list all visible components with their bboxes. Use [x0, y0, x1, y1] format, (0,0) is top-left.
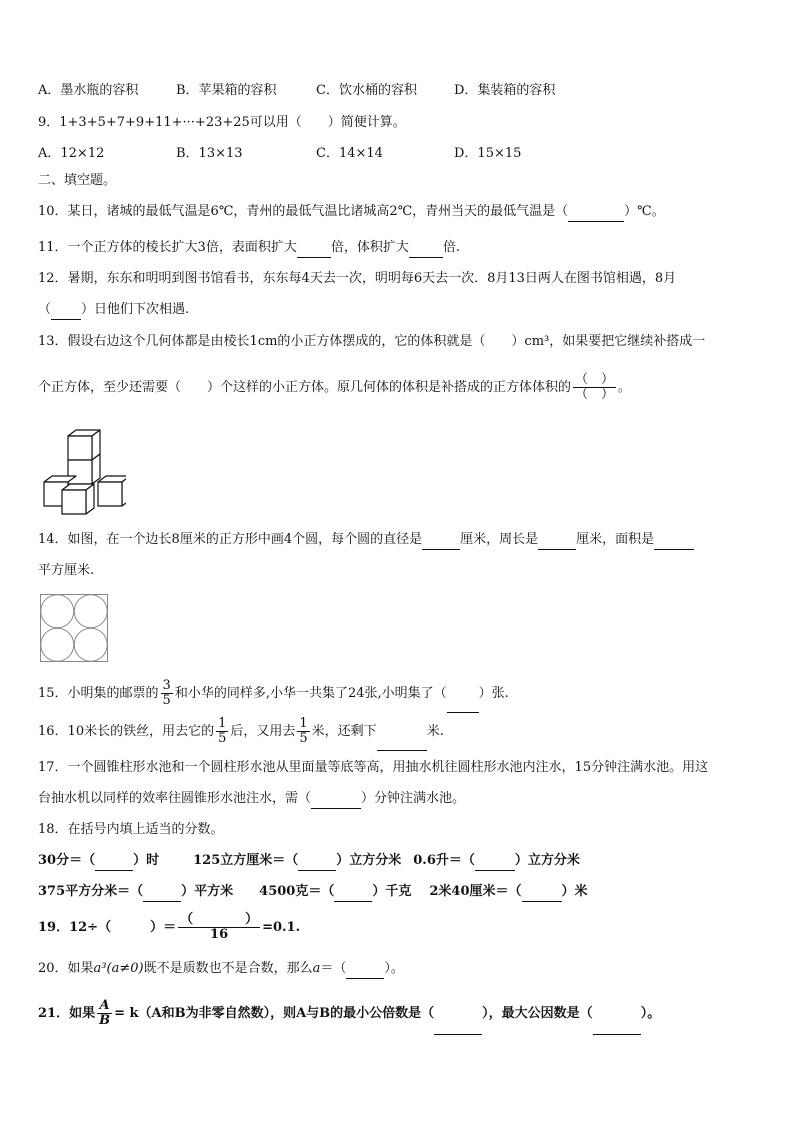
q15-fraction	[161, 679, 173, 708]
q18-blank-1[interactable]	[95, 852, 133, 871]
q16-part4: 米.	[426, 724, 444, 739]
q9-option-a: A．12×12	[38, 146, 105, 161]
q15	[38, 676, 509, 713]
q17-line1: 17．一个圆锥柱形水池和一个圆柱形水池从里面量等底等高，用抽水机往圆柱形水池内注水，15分钟注满水池。用这	[38, 760, 709, 775]
q11-part3: 倍.	[442, 240, 460, 255]
q18-blank-5[interactable]	[334, 883, 372, 902]
q18-r1-f: ）立方分米	[514, 853, 580, 868]
q21-part1: 21．如果	[38, 1006, 96, 1021]
q13-fraction	[573, 373, 616, 402]
q12-line2-a: （	[38, 302, 52, 317]
q9-option-b: B．13×13	[176, 146, 243, 161]
q20-blank[interactable]	[346, 960, 384, 979]
q21-fraction	[97, 999, 112, 1028]
q16-fraction-2	[297, 717, 309, 746]
q18-r2-e: 2米40厘米＝（	[429, 884, 522, 899]
q16-blank[interactable]	[377, 714, 427, 751]
q16-frac2-num: 1	[299, 716, 308, 731]
q20-part3: ＝（	[320, 961, 347, 976]
q16	[38, 714, 444, 751]
q8-option-c: C．饮水桶的容积	[316, 83, 417, 98]
q12-blank[interactable]	[51, 301, 81, 320]
q18-row1	[38, 852, 580, 871]
q20-var: a	[312, 961, 321, 976]
q15-frac-den: 5	[162, 693, 171, 708]
q11-part1: 11．一个正方体的棱长扩大3倍，表面积扩大	[38, 240, 297, 255]
q14-blank-1[interactable]	[422, 531, 460, 550]
q13-line2-end: 。	[618, 380, 632, 395]
q10	[38, 203, 665, 222]
q18-blank-6[interactable]	[522, 883, 562, 902]
q15-part2: 和小华的同样多,小华一共集了24张,小明集了（	[174, 686, 447, 701]
q19-frac-den: 16	[210, 927, 229, 942]
q20-part4: ）。	[384, 961, 404, 976]
q17-line2-a: 台抽水机以同样的效率往圆锥形水池注水，需（	[38, 791, 312, 806]
q19-part1: 19．12÷（ ）＝	[38, 920, 177, 935]
q18-r1-e: 0.6升＝（	[413, 853, 475, 868]
q18-r2-b: ）平方米	[181, 884, 234, 899]
q18-blank-3[interactable]	[475, 852, 515, 871]
q11-part2: 倍，体积扩大	[330, 240, 409, 255]
q16-part2: 后，又用去	[230, 724, 296, 739]
q12-line2	[38, 301, 189, 320]
q18-r1-b: ）时	[133, 853, 160, 868]
q19	[38, 908, 300, 948]
q9-text: 9．1+3+5+7+9+11+···+23+25可以用（ ）简便计算。	[38, 115, 406, 130]
q16-part1: 16．10米长的铁丝，用去它的	[38, 724, 215, 739]
q18-r2-a: 375平方分米＝（	[38, 884, 144, 899]
cube-stack-figure	[42, 428, 126, 516]
q13-frac-den[interactable]: （ ）	[575, 387, 615, 402]
q14-blank-2[interactable]	[538, 531, 576, 550]
q14-part3: 厘米，面积是	[576, 532, 655, 547]
q16-frac1-num: 1	[218, 716, 227, 731]
q14-line1	[38, 531, 694, 550]
q21-blank-2[interactable]	[593, 994, 641, 1035]
q17-line2	[38, 790, 465, 809]
q20-part2: 既不是质数也不是合数，那么	[143, 961, 313, 976]
q16-frac1-den: 5	[218, 731, 227, 746]
q8-option-b: B．苹果箱的容积	[176, 83, 277, 98]
q16-part3: 米，还剩下	[311, 724, 377, 739]
q16-fraction-1	[216, 717, 228, 746]
q10-part2: ）℃。	[624, 204, 665, 219]
q19-fraction	[178, 913, 260, 942]
q21-frac-num: A	[97, 999, 112, 1014]
q8-option-a: A．墨水瓶的容积	[38, 83, 139, 98]
q13-line1: 13．假设右边这个几何体都是由棱长1cm的小正方体摆成的，它的体积就是（ ）cm³，如果要把它继续补搭成一	[38, 334, 706, 349]
q11	[38, 239, 460, 258]
q13-line2	[38, 368, 631, 408]
q10-part1: 10．某日，诸城的最低气温是6℃，青州的最低气温比诸城高2℃，青州当天的最低气温是（	[38, 204, 569, 219]
q18-row2	[38, 883, 588, 902]
q18-r1-d: ）立方分米	[336, 853, 402, 868]
q14-blank-3[interactable]	[654, 531, 694, 550]
q18-r2-f: ）米	[561, 884, 588, 899]
q21-frac-den: B	[99, 1013, 111, 1028]
q21-part2: = k（A和B为非零自然数），则A与B的最小公倍数是（	[114, 1006, 435, 1021]
q12-line2-b: ）日他们下次相遇.	[81, 302, 190, 317]
q14-line2: 平方厘米.	[38, 563, 95, 578]
q15-blank[interactable]	[447, 676, 479, 713]
q13-frac-num[interactable]: （ ）	[575, 372, 615, 387]
q17-blank[interactable]	[311, 790, 361, 809]
q18-blank-4[interactable]	[143, 883, 181, 902]
q13-line2-text: 个正方体，至少还需要（ ）个这样的小正方体。原几何体的体积是补搭成的正方体体积的	[38, 380, 572, 395]
q18-blank-2[interactable]	[298, 852, 336, 871]
q14-part1: 14．如图，在一个边长8厘米的正方形中画4个圆，每个圆的直径是	[38, 532, 423, 547]
q17-line2-b: ）分钟注满水池。	[361, 791, 466, 806]
q18-r1-c: 125立方厘米＝（	[193, 853, 299, 868]
q9-options	[38, 145, 521, 163]
q11-blank-2[interactable]	[409, 239, 443, 258]
q18-r2-c: 4500克＝（	[259, 884, 335, 899]
q10-blank[interactable]	[568, 203, 624, 222]
q14-part2: 厘米，周长是	[460, 532, 539, 547]
q20-expr: a³(a≠0)	[93, 961, 144, 976]
q8-options	[38, 82, 555, 100]
q9-option-c: C．14×14	[316, 146, 383, 161]
q20-part1: 20．如果	[38, 961, 94, 976]
q20	[38, 960, 404, 979]
q18-r1-a: 30分＝（	[38, 853, 96, 868]
q21-part3: ），最大公因数是（	[482, 1006, 593, 1021]
q18-r2-d: ）千克	[372, 884, 412, 899]
q16-frac2-den: 5	[299, 731, 308, 746]
square-four-circles-figure	[40, 594, 108, 662]
q18-title: 18．在括号内填上适当的分数。	[38, 822, 224, 837]
q15-frac-num: 3	[162, 678, 171, 693]
q15-part3: ）张.	[478, 686, 509, 701]
q12-line1: 12．暑期，东东和明明到图书馆看书，东东每4天去一次，明明每6天去一次．8月13日两人在图书馆相遇，8月	[38, 271, 677, 286]
q8-option-d: D．集装箱的容积	[454, 83, 556, 98]
q9-option-d: D．15×15	[454, 146, 522, 161]
q19-frac-num[interactable]: （ ）	[180, 912, 259, 927]
q21-blank-1[interactable]	[434, 994, 482, 1035]
q21	[38, 994, 660, 1035]
section-title: 二、填空题。	[38, 173, 117, 188]
q19-part2: =0.1.	[262, 920, 301, 935]
q21-part4: ）。	[640, 1006, 661, 1021]
q15-part1: 15．小明集的邮票的	[38, 686, 159, 701]
q11-blank-1[interactable]	[297, 239, 331, 258]
